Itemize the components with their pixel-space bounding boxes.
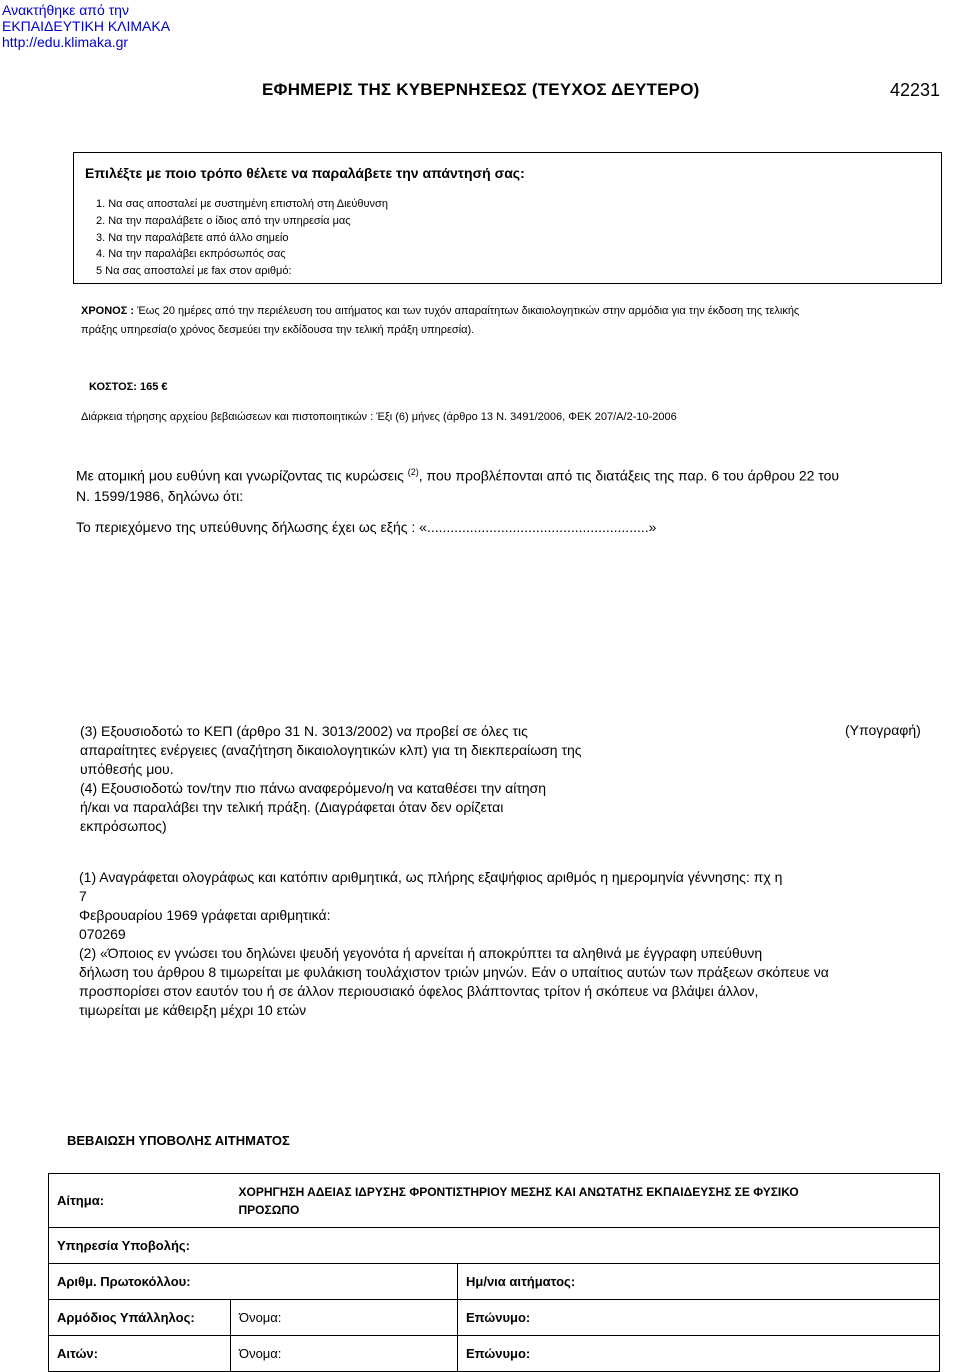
footnote-2-line-3: προσπορίσει στον εαυτόν του ή σε άλλον περιουσιακό όφελος βλάπτοντας τρίτον ή σκόπευε να βλάψει άλλον, (79, 983, 759, 999)
declaration-intro (76, 467, 839, 484)
request-label: Αίτημα: (49, 1174, 231, 1228)
processing-time-label: ΧΡΟΝΟΣ : (81, 305, 135, 317)
retention-period: Διάρκεια τήρησης αρχείου βεβαιώσεων και πιστοποιητικών : Έξι (6) μήνες (άρθρο 13 Ν. 3491/2006, ΦΕΚ 207/Α/2-10-2006 (81, 411, 677, 423)
gazette-header: ΕΦΗΜΕΡΙΣ ΤΗΣ ΚΥΒΕΡΝΗΣΕΩΣ (ΤΕΥΧΟΣ ΔΕΥΤΕΡΟ) (262, 80, 700, 99)
note-4-line-2: ή/και να παραλάβει την τελική πράξη. (Διαγράφεται όταν δεν ορίζεται (80, 799, 504, 815)
signature-label: (Υπογραφή) (845, 722, 921, 738)
footnotes (79, 868, 941, 1020)
footnote-2-line-2: δήλωση του άρθρου 8 τιμωρείται με φυλάκιση τουλάχιστον τριών μηνών. Εάν ο υπαίτιος αυτών των πράξεων σκόπευε να (79, 964, 829, 980)
note-4-line-3: εκπρόσωπος) (80, 818, 167, 834)
page-number: 42231 (890, 80, 941, 100)
delivery-options-title: Επιλέξτε με ποιο τρόπο θέλετε να παραλάβετε την απάντησή σας: (85, 165, 525, 181)
watermark-link[interactable]: http://edu.klimaka.gr (2, 34, 129, 50)
delivery-option-1: 1. Να σας αποσταλεί με συστημένη επιστολή στη Διεύθυνση (96, 198, 388, 210)
delivery-option-4: 4. Να την παραλάβει εκπρόσωπός σας (96, 248, 286, 260)
footnote-1-line-3: Φεβρουαρίου 1969 γράφεται αριθμητικά: (79, 907, 331, 923)
footnote-1-line-4: 070269 (79, 926, 126, 942)
footnote-2-line-4: τιμωρείται με κάθειρξη μέχρι 10 ετών (79, 1002, 307, 1018)
footnote-1-line-2: 7 (79, 888, 87, 904)
delivery-options-box (73, 152, 942, 284)
officer-surname-label: Επώνυμο: (457, 1300, 939, 1336)
footnote-2-line-1: (2) «Όποιος εν γνώσει του δηλώνει ψευδή γεγονότα ή αρνείται ή αποκρύπτει τα αληθινά με έγγραφη υπεύθυνη (79, 945, 763, 961)
note-4-line-1: (4) Εξουσιοδοτώ τον/την πιο πάνω αναφερόμενο/η να καταθέσει την αίτηση (80, 780, 547, 796)
note-3-line-2: απαραίτητες ενέργειες (αναζήτηση δικαιολογητικών κλπ) για τη διεκπεραίωση της (80, 742, 582, 758)
officer-first-name-label: Όνομα: (231, 1300, 458, 1336)
applicant-surname-label: Επώνυμο: (457, 1336, 939, 1372)
delivery-option-2: 2. Να την παραλάβετε ο ίδιος από την υπηρεσία μας (96, 215, 351, 227)
applicant-first-name-label: Όνομα: (231, 1336, 458, 1372)
processing-time (81, 305, 941, 317)
processing-time-line-2: πράξης υπηρεσία(ο χρόνος δεσμεύει την εκδίδουσα την τελική πράξη υπηρεσία). (81, 324, 475, 336)
watermark-line-2: ΕΚΠΑΙΔΕΥΤΙΚΗ ΚΛΙΜΑΚΑ (2, 18, 171, 34)
officer-label: Αρμόδιος Υπάλληλος: (49, 1300, 231, 1336)
declaration-line-1a: Με ατομική μου ευθύνη και γνωρίζοντας τις κυρώσεις (76, 467, 408, 484)
footnote-1-line-1: (1) Αναγράφεται ολογράφως και κατόπιν αριθμητικά, ως πλήρης εξαψήφιος αριθμός η ημερομηνία γέννησης: πχ η (79, 869, 783, 885)
source-watermark (2, 2, 170, 50)
request-date-label: Ημ/νια αιτήματος: (457, 1264, 939, 1300)
request-value-line-2: ΠΡΟΣΩΠΟ (238, 1202, 300, 1217)
note-3-line-1: (3) Εξουσιοδοτώ το ΚΕΠ (άρθρο 31 Ν. 3013/2002) να προβεί σε όλες τις (80, 723, 528, 739)
delivery-option-5: 5 Να σας αποσταλεί με fax στον αριθμό: (96, 265, 292, 277)
declaration-line-2: Ν. 1599/1986, δηλώνω ότι: (76, 488, 244, 504)
declaration-content: Το περιεχόμενο της υπεύθυνης δήλωσης έχει ως εξής : «.........................................................» (76, 519, 657, 535)
declaration-line-1b: , που προβλέπονται από τις διατάξεις της παρ. 6 του άρθρου 22 του (418, 467, 840, 484)
cost: ΚΟΣΤΟΣ: 165 € (89, 381, 168, 393)
watermark-line-1: Ανακτήθηκε από την (2, 2, 129, 18)
request-value-line-1: ΧΟΡΗΓΗΣΗ ΑΔΕΙΑΣ ΙΔΡΥΣΗΣ ΦΡΟΝΤΙΣΤΗΡΙΟΥ ΜΕΣΗΣ ΚΑΙ ΑΝΩΤΑΤΗΣ ΕΚΠΑΙΔΕΥΣΗΣ ΣΕ ΦΥΣΙΚΟ (238, 1184, 799, 1199)
footnote-ref-2: (2) (407, 467, 419, 477)
processing-time-line-1: Έως 20 ημέρες από την περιέλευση του αιτήματος και των τυχόν απαραίτητων δικαιολογητικών στην αρμόδια για την έκδοση της τελικής (137, 305, 800, 317)
submission-table (48, 1173, 940, 1372)
authorization-notes (80, 722, 660, 836)
delivery-option-3: 3. Να την παραλάβετε από άλλο σημείο (96, 232, 289, 244)
submission-title: ΒΕΒΑΙΩΣΗ ΥΠΟΒΟΛΗΣ ΑΙΤΗΜΑΤΟΣ (67, 1133, 290, 1148)
request-value (231, 1174, 940, 1228)
protocol-label: Αριθμ. Πρωτοκόλλου: (49, 1264, 458, 1300)
applicant-label: Αιτών: (49, 1336, 231, 1372)
service-label: Υπηρεσία Υποβολής: (49, 1228, 940, 1264)
note-3-line-3: υπόθεσής μου. (80, 761, 174, 777)
